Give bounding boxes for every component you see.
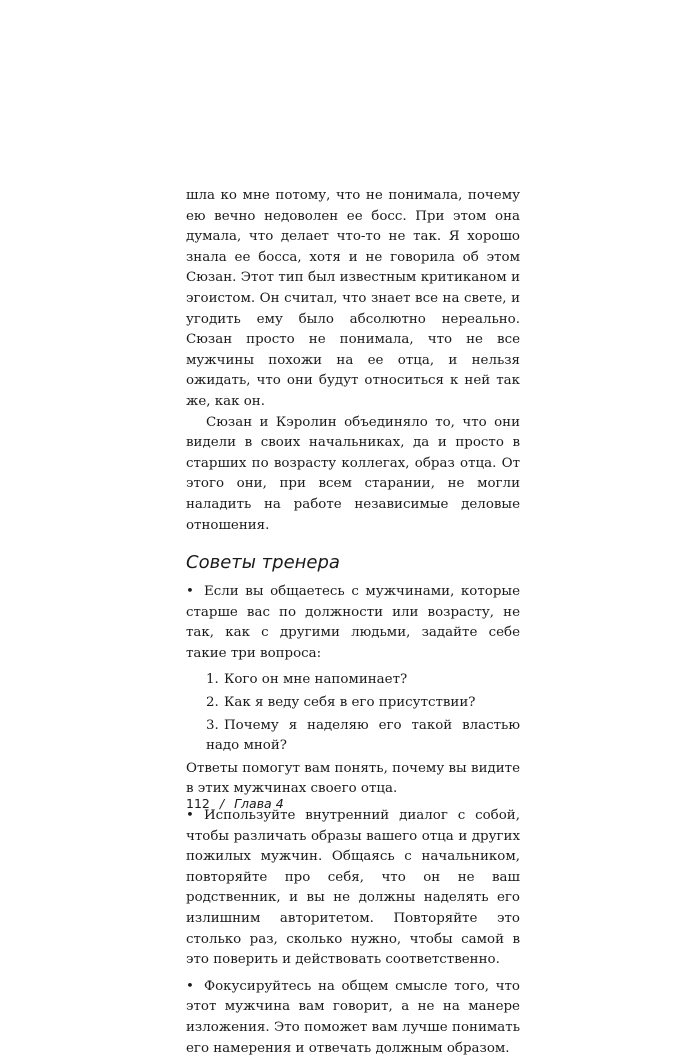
- tip-2: [186, 806, 520, 971]
- bullet-icon: •: [186, 978, 194, 994]
- body-paragraph-1: шла ко мне потому, что не понимала, почему ею вечно недоволен ее босс. При этом она думала, что делает что-то не так. Я хорошо знала ее босса, хотя и не говорила об этом Сюзан. Этот тип был известным критиканом и эгоистом. Он считал, что знает все на свете, и угодить ему было абсолютно нереально. Сюзан просто не понимала, что не все мужчины похожи на ее отца, и нельзя ожидать, что они будут относиться к ней так же, как он.: [186, 188, 520, 409]
- question-text: Как я веду себя в его присутствии?: [224, 695, 476, 711]
- question-text: Кого он мне напоминает?: [224, 672, 408, 688]
- tip-3-text: Фокусируйтесь на общем смысле того, что этот мужчина вам говорит, а не на манере изложения. Это поможет вам лучше понимать его намерения и отвечать должным образом.: [186, 978, 520, 1056]
- list-item: [206, 670, 520, 691]
- tip-1: [186, 582, 520, 664]
- body-paragraph-2: Сюзан и Кэролин объединяло то, что они видели в своих начальниках, да и просто в старших по возрасту коллегах, образ отца. От этого они, при всем старании, не могли наладить на работе независимые деловые отношения.: [186, 414, 520, 533]
- answers-paragraph: Ответы помогут вам понять, почему вы видите в этих мужчинах своего отца.: [186, 760, 520, 797]
- tip-3: [186, 977, 520, 1059]
- page-footer: [186, 796, 284, 811]
- question-number: 2.: [206, 695, 219, 711]
- question-number: 3.: [206, 717, 219, 733]
- page-number: 112: [186, 796, 210, 811]
- question-text: Почему я наделяю его такой властью надо мной?: [206, 717, 520, 754]
- text-block: [186, 186, 520, 1059]
- bullet-icon: •: [186, 584, 194, 600]
- footer-separator: /: [219, 796, 225, 811]
- bullet-icon: •: [186, 808, 194, 824]
- section-heading: Советы тренера: [186, 552, 340, 574]
- chapter-label: Глава 4: [234, 796, 284, 811]
- tip-1-text: Если вы общаетесь с мужчинами, которые старше вас по должности или возрасту, не так, как с другими людьми, задайте себе такие три вопроса:: [186, 584, 520, 661]
- question-list: [186, 670, 520, 756]
- tip-2-text: Используйте внутренний диалог с собой, чтобы различать образы вашего отца и других пожилых мужчин. Общаясь с начальником, повторяйте про себя, что он не ваш родственник, и вы не должны наделять его излишним авторитетом. Повторяйте это столько раз, сколько нужно, чтобы самой в это поверить и действовать соответственно.: [186, 808, 520, 968]
- list-item: [206, 693, 520, 714]
- question-number: 1.: [206, 672, 219, 688]
- list-item: [206, 716, 520, 757]
